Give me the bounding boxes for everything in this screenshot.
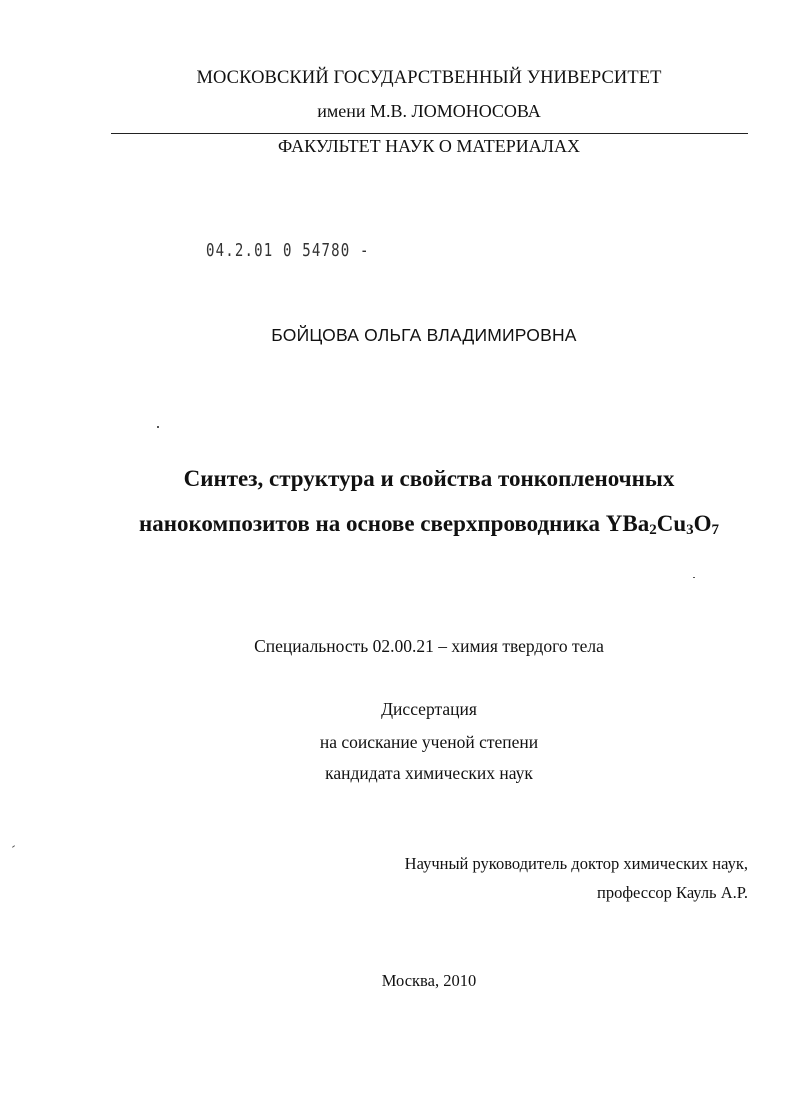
supervisor-line-1: Научный руководитель доктор химических наук, <box>404 854 748 873</box>
title-line-1: Синтез, структура и свойства тонкопленочных <box>183 466 675 491</box>
dissertation-title <box>0 456 796 546</box>
supervisor-line-2: профессор Кауль А.Р. <box>597 883 748 902</box>
dissertation-field-line: кандидата химических наук <box>325 763 533 783</box>
author-name: БОЙЦОВА ОЛЬГА ВЛАДИМИРОВНА <box>271 325 577 345</box>
title-line-2-text: нанокомпозитов на основе сверхпроводника YBa <box>138 511 650 536</box>
dissertation-degree-line: на соискание ученой степени <box>319 732 539 752</box>
faculty-name: ФАКУЛЬТЕТ НАУК О МАТЕРИАЛАХ <box>278 136 580 156</box>
university-name: МОСКОВСКИЙ ГОСУДАРСТВЕННЫЙ УНИВЕРСИТЕТ <box>196 68 662 88</box>
formula-cu: Cu <box>656 511 687 536</box>
formula-o: O <box>693 511 712 536</box>
formula-subscript-ba: 2 <box>649 522 657 538</box>
library-stamp-number: 04.2.01 0 54780 - <box>206 240 370 261</box>
place-and-year: Москва, 2010 <box>381 971 477 990</box>
formula-subscript-o: 7 <box>711 522 720 538</box>
formula-subscript-cu: 3 <box>686 522 694 538</box>
scan-speck <box>157 426 159 428</box>
scan-speck <box>12 845 15 848</box>
scan-speck <box>693 577 695 578</box>
speciality: Специальность 02.00.21 – химия твердого тела <box>254 636 604 656</box>
title-line-2 <box>62 501 796 546</box>
dissertation-label: Диссертация <box>381 699 477 719</box>
header-divider <box>111 133 748 134</box>
university-named-after: имени М.В. ЛОМОНОСОВА <box>317 101 541 121</box>
